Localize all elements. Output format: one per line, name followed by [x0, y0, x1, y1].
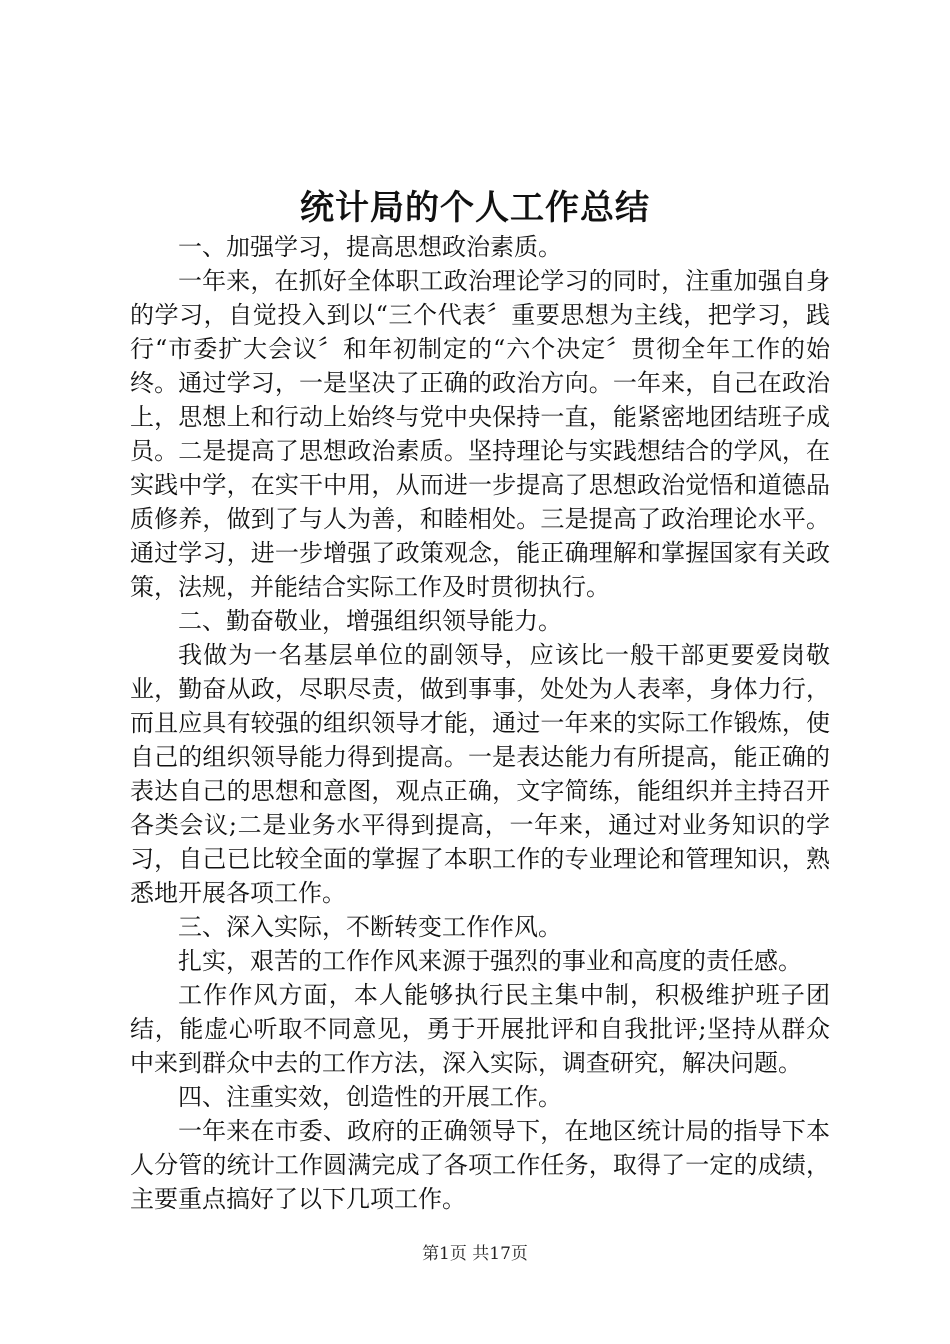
section-heading-4: 四、注重实效，创造性的开展工作。	[178, 1083, 562, 1111]
document-body	[130, 230, 830, 1216]
paragraph: 工作作风方面，本人能够执行民主集中制，积极维护班子团结，能虚心听取不同意见，勇于开展批评和自我批评;坚持从群众中来到群众中去的工作方法，深入实际，调查研究，解决问题。	[130, 981, 830, 1077]
document-title: 统计局的个人工作总结	[300, 188, 650, 228]
page-number: 第1页 共17页	[422, 1244, 528, 1264]
paragraph: 我做为一名基层单位的副领导，应该比一般干部更要爱岗敬业，勤奋从政，尽职尽责，做到事事，处处为人表率，身体力行，而且应具有较强的组织领导才能，通过一年来的实际工作锻炼，使自己的组织领导能力得到提高。一是表达能力有所提高，能正确的表达自己的思想和意图，观点正确，文字简练，能组织并主持召开各类会议;二是业务水平得到提高，一年来，通过对业务知识的学习，自己已比较全面的掌握了本职工作的专业理论和管理知识，熟悉地开展各项工作。	[130, 641, 830, 907]
paragraph: 一年来，在抓好全体职工政治理论学习的同时，注重加强自身的学习，自觉投入到以“三个代表〞重要思想为主线，把学习，践行“市委扩大会议〞和年初制定的“六个决定〞贯彻全年工作的始终。通过学习，一是坚决了正确的政治方向。一年来，自己在政治上，思想上和行动上始终与党中央保持一直，能紧密地团结班子成员。二是提高了思想政治素质。坚持理论与实践想结合的学风，在实践中学，在实干中用，从而进一步提高了思想政治觉悟和道德品质修养，做到了与人为善，和睦相处。三是提高了政治理论水平。通过学习，进一步增强了政策观念，能正确理解和掌握国家有关政策，法规，并能结合实际工作及时贯彻执行。	[130, 267, 830, 601]
section-heading-1: 一、加强学习，提高思想政治素质。	[178, 233, 562, 261]
paragraph: 扎实，艰苦的工作作风来源于强烈的事业和高度的责任感。	[178, 947, 802, 975]
section-heading-3: 三、深入实际，不断转变工作作风。	[178, 913, 562, 941]
section-heading-2: 二、勤奋敬业，增强组织领导能力。	[178, 607, 562, 635]
paragraph: 一年来在市委、政府的正确领导下，在地区统计局的指导下本人分管的统计工作圆满完成了各项工作任务，取得了一定的成绩，主要重点搞好了以下几项工作。	[130, 1117, 830, 1213]
